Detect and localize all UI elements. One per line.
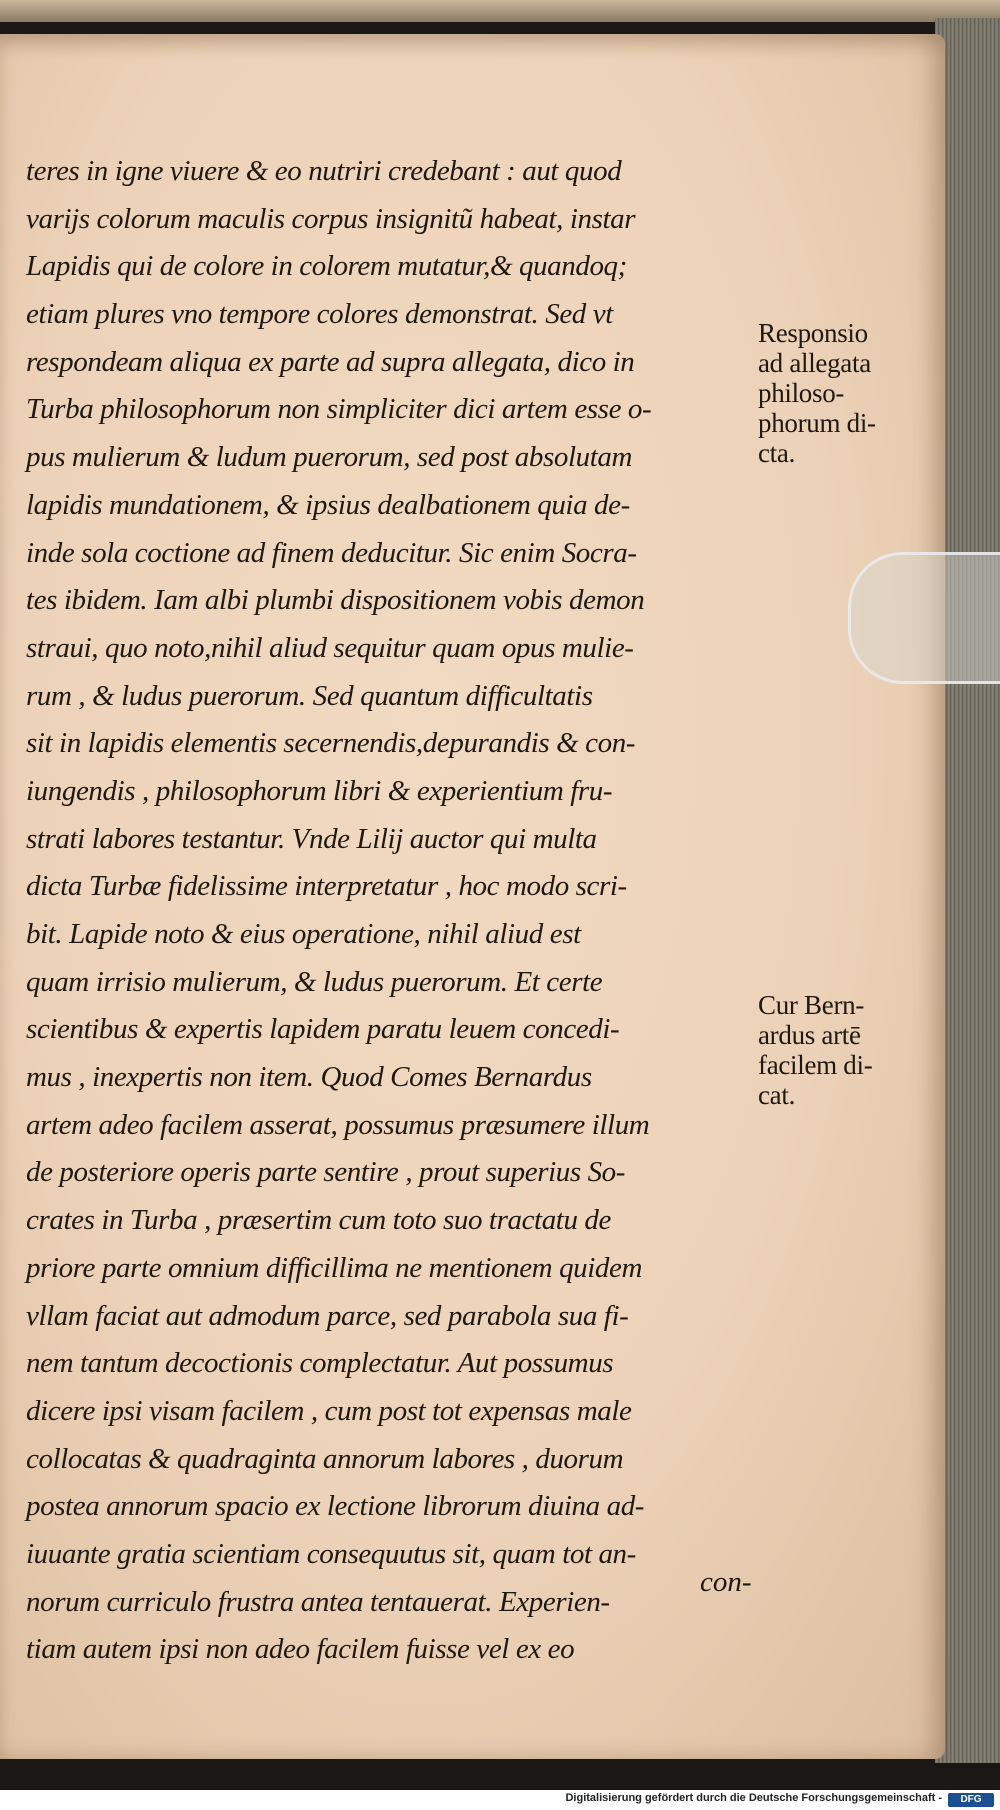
text-line: tiam autem ipsi non adeo facilem fuisse vel ex eo (26, 1633, 575, 1666)
dfg-logo-icon: DFG (948, 1793, 994, 1807)
text-line: scientibus & expertis lapidem paratu leuem concedi- (26, 1013, 620, 1046)
text-line: artem adeo facilem asserat, possumus præsumere illum (26, 1108, 650, 1141)
text-line: teres in igne viuere & eo nutriri credebant : aut quod (26, 155, 622, 187)
margin-note-line: phorum di- (758, 408, 876, 438)
digitization-footer (0, 1790, 1000, 1810)
text-line: dicere ipsi visam facilem , cum post tot expensas male (26, 1394, 632, 1427)
text-line: Turba philosophorum non simpliciter dici artem esse o- (26, 393, 652, 426)
text-line: varijs colorum maculis corpus insignitũ habeat, instar (26, 202, 636, 235)
text-line: crates in Turba , præsertim cum toto suo tractatu de (26, 1204, 611, 1237)
margin-note-line: philoso- (758, 378, 845, 408)
text-line: tes ibidem. Iam albi plumbi dispositionem vobis demon (26, 584, 645, 617)
text-line: norum curriculo frustra antea tentauerat. Experien- (26, 1585, 610, 1618)
page-clip (848, 552, 1000, 684)
text-line: Lapidis qui de colore in colorem mutatur,& quandoq; (26, 250, 627, 283)
catchword: con- (700, 1566, 752, 1598)
text-line: straui, quo noto,nihil aliud sequitur quam opus mulie- (26, 631, 634, 664)
text-line: postea annorum spacio ex lectione librorum diuina ad- (26, 1490, 645, 1523)
text-line: de posteriore operis parte sentire , prout superius So- (26, 1156, 626, 1189)
text-line: etiam plures vno tempore colores demonstrat. Sed vt (26, 298, 613, 331)
text-line: iuuante gratia scientiam consequutus sit, quam tot an- (26, 1537, 636, 1570)
text-line: bit. Lapide noto & eius operatione, nihil aliud est (26, 918, 581, 950)
text-line: lapidis mundationem, & ipsius dealbationem quia de- (26, 488, 630, 521)
margin-note-responsio (758, 318, 918, 468)
text-line: nem tantum decoctionis complectatur. Aut possumus (26, 1347, 614, 1380)
text-line: sit in lapidis elementis secernendis,depurandis & con- (26, 727, 636, 760)
text-line: quam irrisio mulierum, & ludus puerorum. Et certe (26, 965, 603, 998)
book-top-edge (0, 0, 1000, 22)
text-line: respondeam aliqua ex parte ad supra allegata, dico in (26, 345, 635, 378)
text-line: pus mulierum & ludum puerorum, sed post absolutam (26, 441, 633, 474)
margin-note-line: Responsio (758, 318, 868, 348)
text-line: vllam faciat aut admodum parce, sed parabola sua fi- (26, 1299, 629, 1332)
text-line: dicta Turbæ fidelissime interpretatur , hoc modo scri- (26, 870, 627, 903)
main-text (26, 148, 756, 1674)
margin-note-line: ad allegata (758, 348, 871, 378)
text-line: priore parte omnium difficillima ne mentionem quidem (26, 1251, 643, 1284)
text-line: strati labores testantur. Vnde Lilij auctor qui multa (26, 822, 597, 855)
text-line: rum , & ludus puerorum. Sed quantum difficultatis (26, 679, 593, 712)
margin-note-line: cta. (758, 438, 796, 468)
text-line: iungendis , philosophorum libri & experientium fru- (26, 774, 613, 807)
margin-note-line: facilem di- (758, 1050, 873, 1080)
margin-note-line: cat. (758, 1080, 796, 1110)
text-line: collocatas & quadraginta annorum labores , duorum (26, 1442, 624, 1475)
margin-note-bernardus (758, 990, 918, 1110)
margin-note-line: ardus artē (758, 1020, 861, 1050)
footer-credit: Digitalisierung gefördert durch die Deutsche Forschungsgemeinschaft - (565, 1792, 942, 1804)
margin-note-line: Cur Bern- (758, 990, 865, 1020)
text-line: mus , inexpertis non item. Quod Comes Bernardus (26, 1061, 592, 1094)
text-line: inde sola coctione ad finem deducitur. Sic enim Socra- (26, 536, 637, 569)
